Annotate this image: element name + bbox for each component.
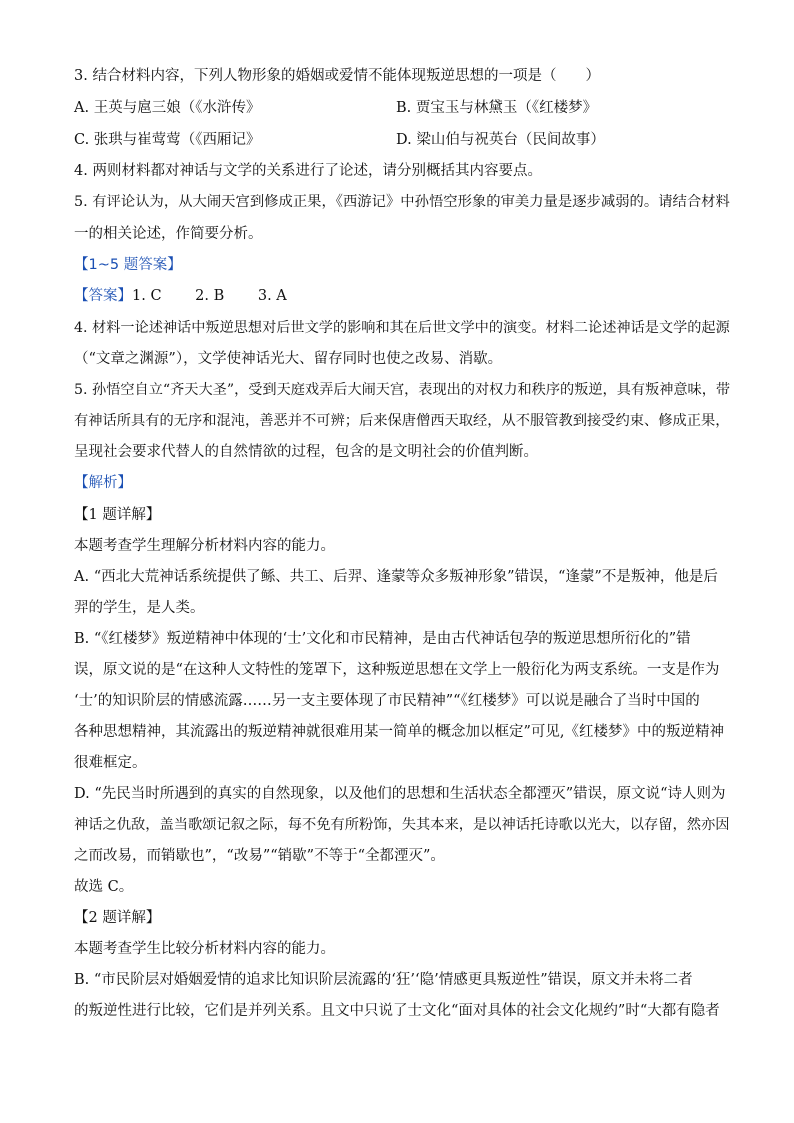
q1-option-d-line-3: 之而改易，而销歇也”，“改易”“销歇”不等于“全都湮灭”。 [74, 848, 445, 864]
question-3-option-c: C. 张珙与崔莺莺（《西厢记》 [74, 132, 261, 148]
answer-4-line-2: （“文章之渊源”），文学使神话光大、留存同时也使之改易、消歇。 [74, 351, 503, 367]
answer-5-line-1: 5. 孙悟空自立“齐天大圣”，受到天庭戏弄后大闹天宫，表现出的对权力和秩序的叛逆，具有叛神意味，带 [74, 382, 731, 398]
q1-option-a-line-1: A. “西北大荒神话系统提供了鲧、共工、后羿、逢蒙等众多叛神形象”错误，“逢蒙”不是叛神，他是后 [74, 569, 718, 585]
q1-detail-intro: 本题考查学生理解分析材料内容的能力。 [74, 538, 335, 554]
question-3-stem: 3. 结合材料内容，下列人物形象的婚姻或爱情不能体现叛逆思想的一项是（ ） [74, 68, 600, 84]
q1-option-a-line-2: 羿的学生，是人类。 [74, 600, 205, 616]
question-3-option-a: A. 王英与扈三娘（《水浒传》 [74, 100, 261, 116]
question-4: 4. 两则材料都对神话与文学的关系进行了论述，请分别概括其内容要点。 [74, 163, 542, 179]
q1-conclusion: 故选 C。 [74, 879, 134, 895]
q1-option-b-line-1: B. “《红楼梦》叛逆精神中体现的‘士’文化和市民精神，是由古代神话包孕的叛逆思想所衍化的”错 [74, 631, 691, 647]
q2-option-b-line-2: 的叛逆性进行比较，它们是并列关系。且文中只说了士文化“面对具体的社会文化规约”时“大都有隐者 [74, 1003, 720, 1019]
answer-5-line-2: 有神话所具有的无序和混沌，善恶并不可辨；后来保唐僧西天取经，从不服管教到接受约束、修成正果， [74, 413, 730, 429]
q2-detail-header: 【2 题详解】 [74, 910, 161, 926]
q1-option-b-line-3: ‘士’的知识阶层的情感流露……另一支主要体现了市民精神”“《红楼梦》可以说是融合了当时中国的 [74, 693, 700, 709]
analysis-label: 【解析】 [74, 475, 132, 491]
q2-option-b-line-1: B. “市民阶层对婚姻爱情的追求比知识阶层流露的‘狂’‘隐’情感更具叛逆性”错误，原文并未将二者 [74, 972, 693, 988]
answer-items: 1. C 2. B 3. A [132, 288, 287, 304]
q2-detail-intro: 本题考查学生比较分析材料内容的能力。 [74, 941, 335, 957]
answer-summary [74, 286, 287, 306]
q1-option-d-line-2: 神话之仇敌，盖当歌颂记叙之际，每不免有所粉饰，失其本来，是以神话托诗歌以光大，以存留，然亦因 [74, 817, 730, 833]
question-3-option-d: D. 梁山伯与祝英台（民间故事） [396, 132, 605, 148]
answer-5-line-3: 呈现社会要求代替人的自然情欲的过程，包含的是文明社会的价值判断。 [74, 444, 538, 460]
question-5-line-2: 一的相关论述，作简要分析。 [74, 226, 263, 242]
q1-detail-header: 【1 题详解】 [74, 507, 161, 523]
q1-option-b-line-5: 很难框定。 [74, 755, 147, 771]
question-3-option-b: B. 贾宝玉与林黛玉（《红楼梦》 [396, 100, 598, 116]
answer-section-header: 【1~5 题答案】 [74, 257, 182, 273]
q1-option-b-line-4: 各种思想精神，其流露出的叛逆精神就很难用某一简单的概念加以框定”可见,《红楼梦》中的叛逆精神 [74, 724, 725, 740]
answer-4-line-1: 4. 材料一论述神话中叛逆思想对后世文学的影响和其在后世文学中的演变。材料二论述神话是文学的起源 [74, 320, 730, 336]
q1-option-d-line-1: D. “先民当时所遇到的真实的自然现象，以及他们的思想和生活状态全都湮灭”错误，原文说“诗人则为 [74, 786, 726, 802]
question-5-line-1: 5. 有评论认为，从大闹天宫到修成正果，《西游记》中孙悟空形象的审美力量是逐步减弱的。请结合材料 [74, 194, 730, 210]
answer-label: 【答案】 [74, 288, 132, 304]
q1-option-b-line-2: 误，原文说的是“在这种人文特性的笼罩下，这种叛逆思想在文学上一般衍化为两支系统。一支是作为 [74, 662, 720, 678]
